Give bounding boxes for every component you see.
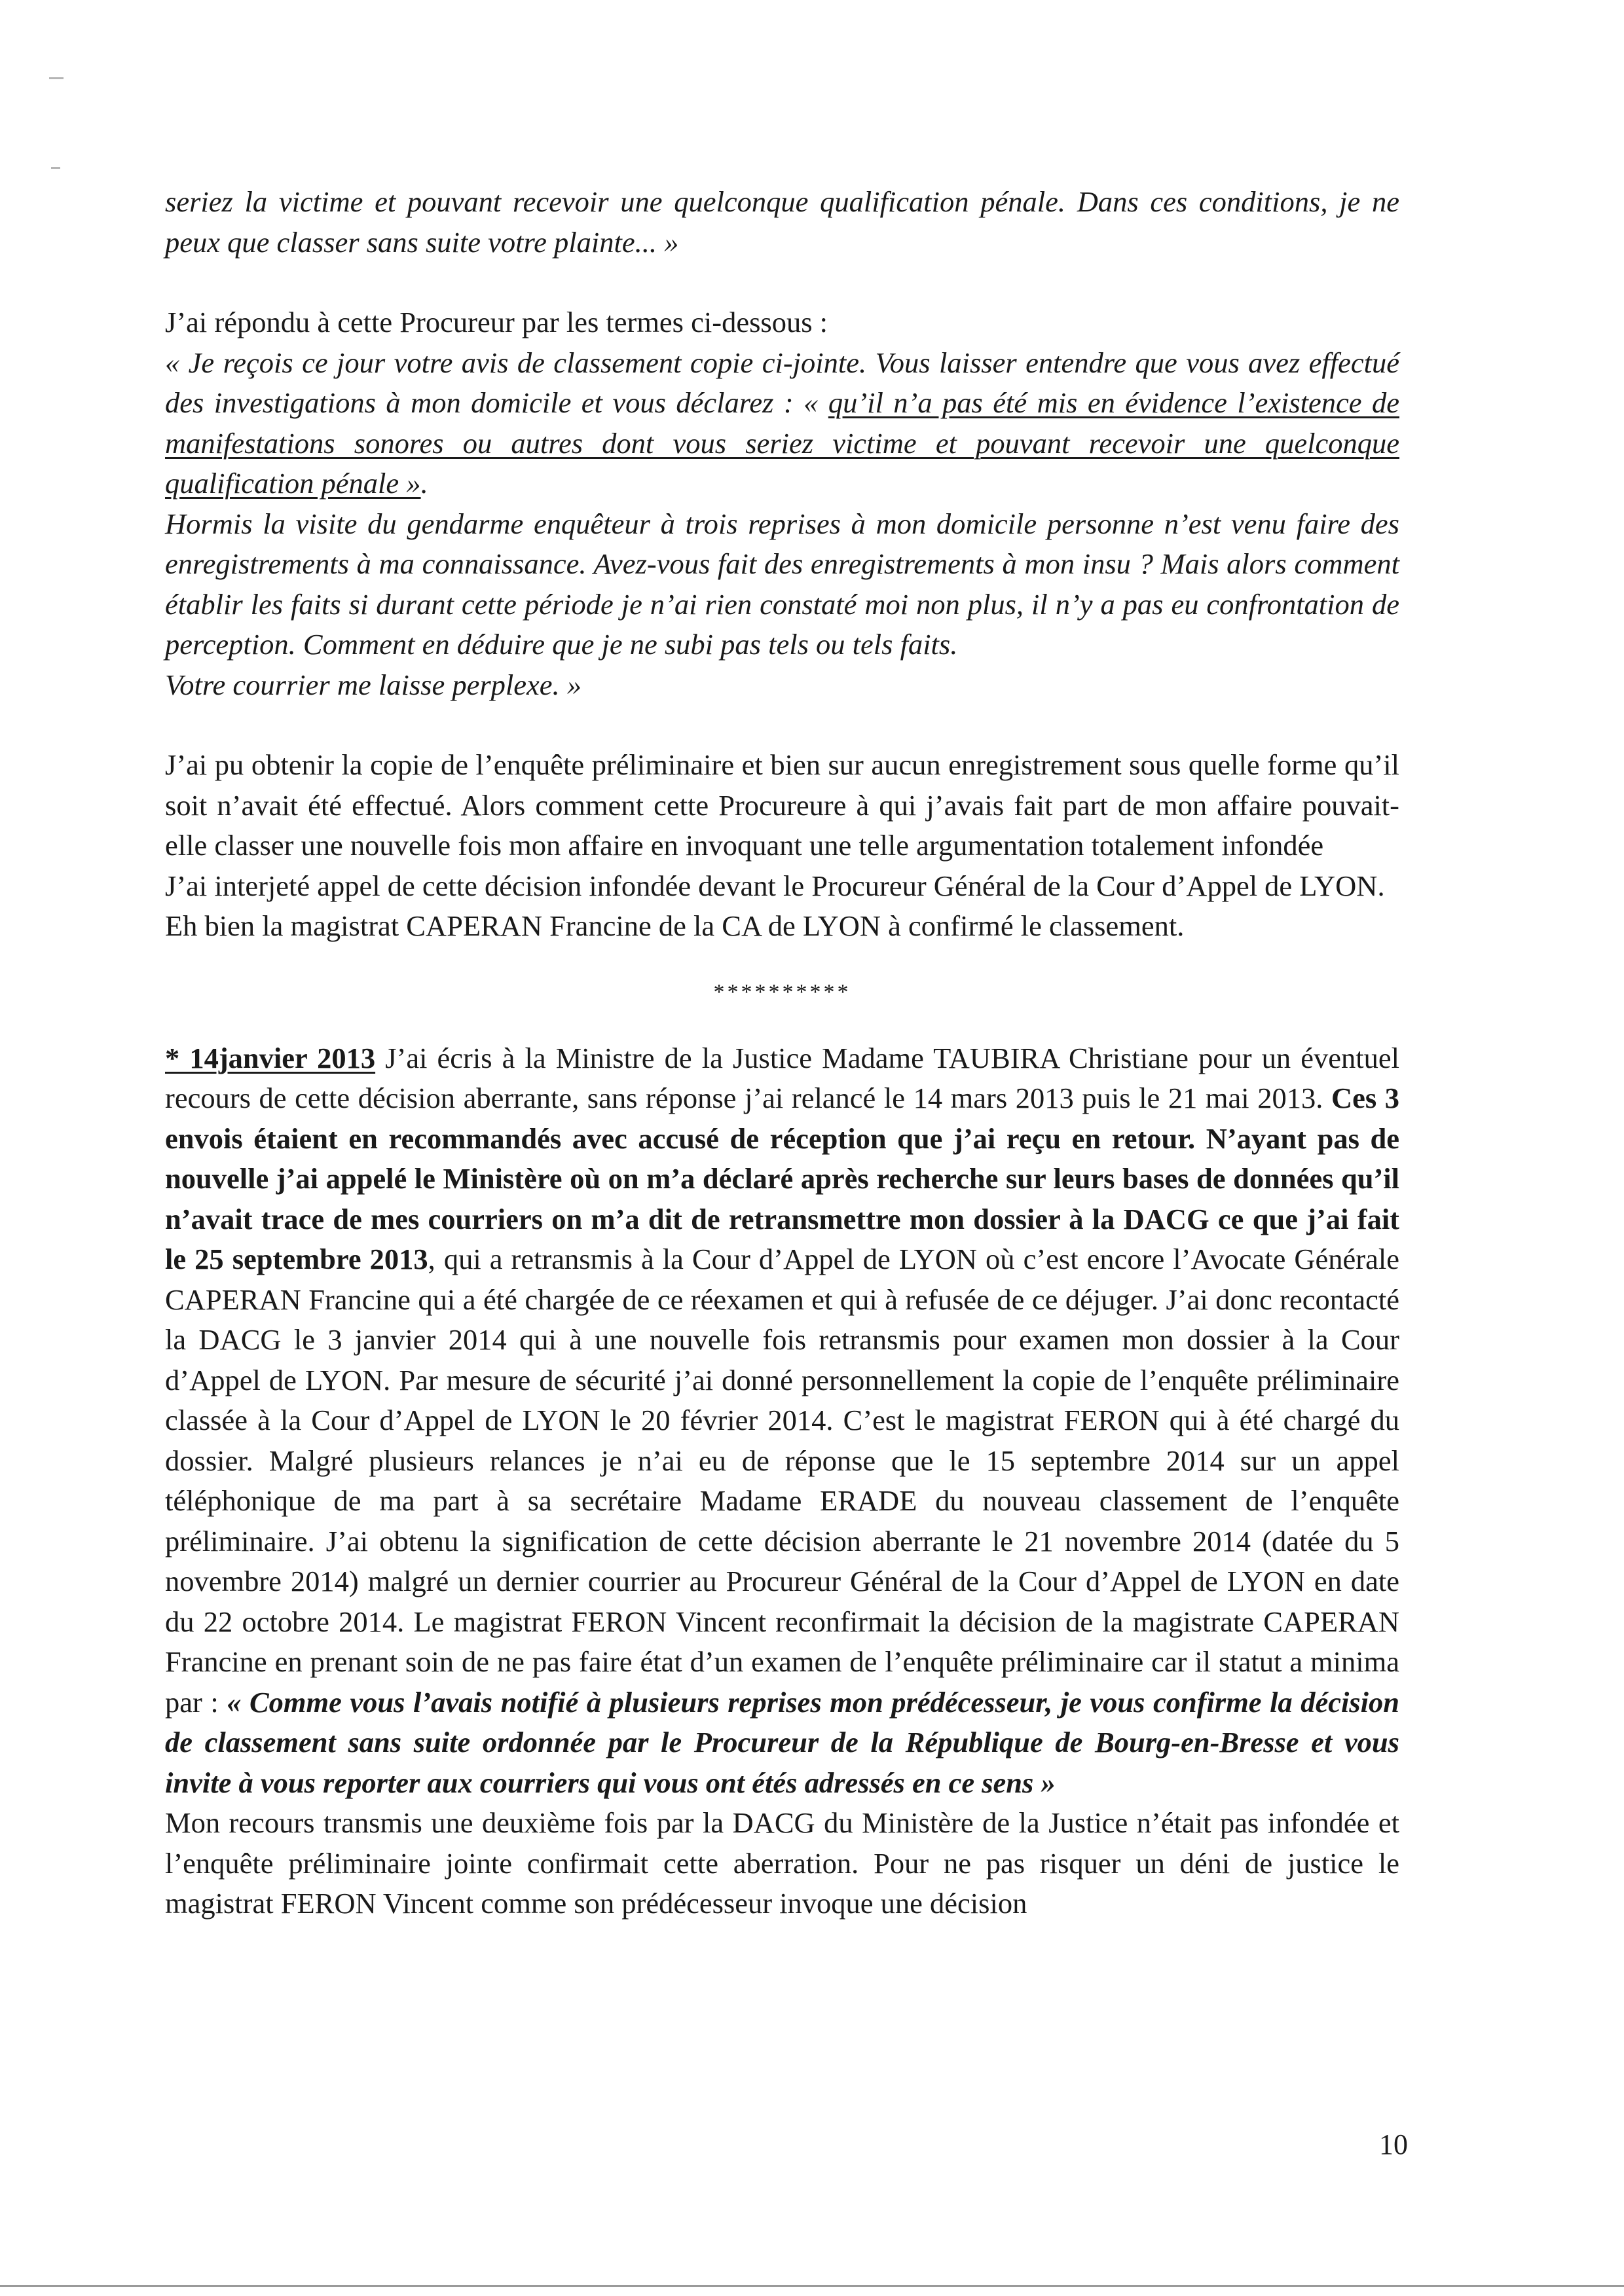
reply-quote-period: . [420,467,428,500]
page-number: 10 [1379,2128,1408,2160]
paragraph-reply-intro: J’ai répondu à cette Procureur par les termes ci-dessous : [165,306,828,338]
reply-quote-start: « Je reçois ce jour votre avis de classement copie ci-jointe. Vous laisser entendre que vous avez effectué des investigations à mon domicile et vous déclarez : « [165,346,1399,419]
document-body [165,182,1399,1924]
ministry-text-a: J’ai écris à la Ministre de la Justice Madame TAUBIRA Christiane pour un éventuel recours de cette décision aberrante, sans réponse j’ai relancé le 14 mars 2013 puis le 21 mai 2013. [165,1041,1399,1114]
scan-artifact [51,167,60,169]
paragraph-confirmation: Eh bien la magistrat CAPERAN Francine de la CA de LYON à confirmé le classement. [165,909,1185,942]
paragraph-reply-body: Hormis la visite du gendarme enquêteur à trois reprises à mon domicile personne n’est venu faire des enregistrements à ma connaissance. Avez-vous fait des enregistrements à mon insu ? Mais alors comment établir les faits si durant cette période je n’ai rien constaté moi non plus, il n’y a pas eu confrontation de perception. Comment en déduire que je ne subi pas tels ou tels faits. [165,507,1399,661]
paragraph-ministry-recourse [165,1038,1399,1804]
paragraph-quote-end: seriez la victime et pouvant recevoir une quelconque qualification pénale. Dans ces conditions, je ne peux que classer sans suite votre plainte... » [165,185,1399,259]
scan-bottom-edge [0,2285,1624,2287]
paragraph-reply-closing: Votre courrier me laisse perplexe. » [165,668,582,701]
ministry-text-b: , qui a retransmis à la Cour d’Appel de LYON où c’est encore l’Avocate Générale CAPERAN Francine qui a été chargée de ce réexamen et qui à refusée de ce déjuger. J’ai donc recontacté la DACG le 3 janvier 2014 qui à une nouvelle fois retransmis pour examen mon dossier à la Cour d’Appel de LYON. Par mesure de sécurité j’ai donné personnellement la copie de l’enquête préliminaire classée à la Cour d’Appel de LYON le 20 février 2014. C’est le magistrat FERON qui à été chargé du dossier. Malgré plusieurs relances je n’ai eu de réponse que le 15 septembre 2014 sur un appel téléphonique de ma part à sa secrétaire Madame ERADE du nouveau classement de l’enquête préliminaire. J’ai obtenu la signification de cette décision aberrante le 21 novembre 2014 (datée du 5 novembre 2014) malgré un dernier courrier au Procureur Général de la Cour d’Appel de LYON en date du 22 octobre 2014. Le magistrat FERON Vincent reconfirmait la décision de la magistrate CAPERAN Francine en prenant soin de ne pas faire état d’un examen de l’enquête préliminaire car il statut a minima par : [165,1243,1399,1719]
section-separator: ********** [713,979,851,1004]
entry-date: * 14janvier 2013 [165,1041,376,1074]
ministry-text-bold: Ces 3 envois étaient en recommandés avec accusé de réception que j’ai reçu en retour. N’ayant pas de nouvelle j’ai appelé le Ministère où on m’a déclaré après recherche sur leurs bases de données qu’il n’avait trace de mes courriers on m’a dit de retransmettre mon dossier à la DACG ce que j’ai fait le 25 septembre 2013 [165,1082,1399,1275]
paragraph-reply-quote [165,343,1399,504]
ministry-quote-bold: « Comme vous l’avais notifié à plusieurs reprises mon prédécesseur, je vous confirme la décision de classement sans suite ordonnée par le Procureur de la République de Bourg-en-Bresse et vous invite à vous reporter aux courriers qui vous ont étés adressés en ce sens » [165,1685,1399,1799]
paragraph-second-recourse: Mon recours transmis une deuxième fois par la DACG du Ministère de la Justice n’était pas infondée et l’enquête préliminaire jointe confirmait cette aberration. Pour ne pas risquer un déni de justice le magistrat FERON Vincent comme son prédécesseur invoque une décision [165,1806,1399,1920]
paragraph-appeal: J’ai interjeté appel de cette décision infondée devant le Procureur Général de la Cour d’Appel de LYON. [165,869,1385,902]
paragraph-preliminary-inquiry: J’ai pu obtenir la copie de l’enquête préliminaire et bien sur aucun enregistrement sous quelle forme qu’il soit n’avait été effectué. Alors comment cette Procureure à qui j’avais fait part de mon affaire pouvait-elle classer une nouvelle fois mon affaire en invoquant une telle argumentation totalement infondée [165,748,1399,862]
scan-artifact [49,77,64,79]
reply-quote-underlined: qu’il n’a pas été mis en évidence l’existence de manifestations sonores ou autres dont vous seriez victime et pouvant recevoir une quelconque qualification pénale » [165,386,1399,500]
